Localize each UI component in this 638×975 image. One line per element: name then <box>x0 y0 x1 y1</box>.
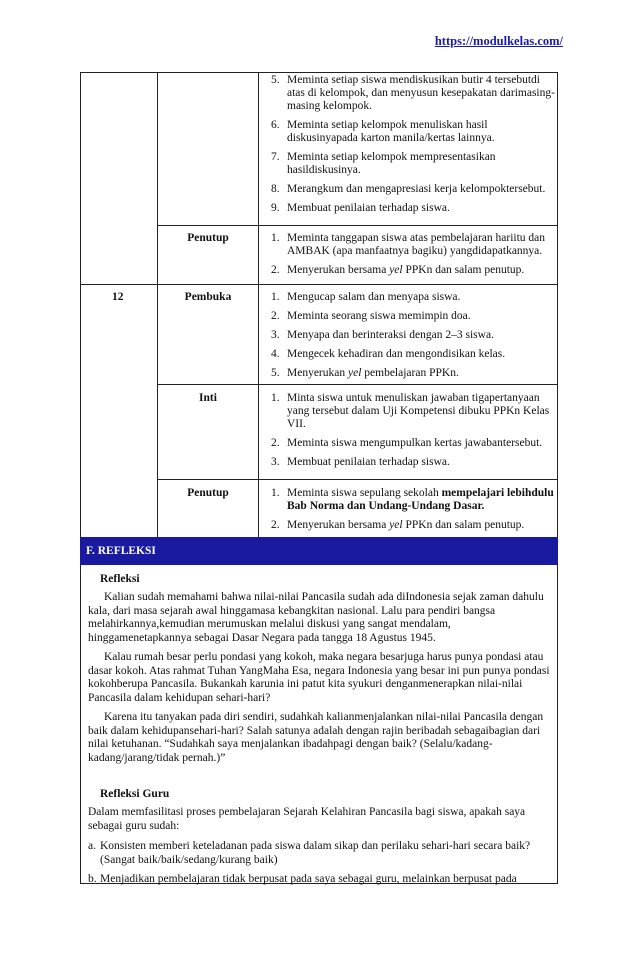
step-item: 6. Meminta setiap kelompok menuliskan hasil diskusinyapada karton manila/kertas lainnya. <box>271 119 495 144</box>
phase-label: Penutup <box>187 232 229 244</box>
activity-steps <box>271 291 555 386</box>
list-item: a. Konsisten memberi keteladanan pada siswa dalam sikap dan perilaku sehari-hari secara baik? (Sangat baik/baik/sedang/kurang baik) <box>88 840 531 866</box>
paragraph: Kalau rumah besar perlu pondasi yang kokoh, maka negara besarjuga harus punya pondasi atau dasar kokoh. Atas rahmat Tuhan YangMaha Esa, negara Indonesia yang besar ini pun punya pondasi kokohberupa Pancasila. Bukankah karunia ini patut kita syukuri denganmenerapkan nilai-nilai Pancasila dalam kehidupan sehari-hari? <box>88 651 550 704</box>
activity-steps <box>271 487 555 538</box>
step-item: 1. Meminta tanggapan siswa atas pembelajaran hariitu dan AMBAK (apa manfaatnya bagiku) yangdidapatkannya. <box>271 232 546 257</box>
refleksi-guru-heading: Refleksi Guru <box>100 788 170 800</box>
column-divider <box>157 72 158 537</box>
phase-label: Pembuka <box>184 291 232 303</box>
step-item: 4. Mengecek kehadiran dan mengondisikan kelas. <box>271 348 506 360</box>
step-item: 7. Meminta setiap kelompok mempresentasikan hasildiskusinya. <box>271 151 496 176</box>
step-item: 2. Meminta siswa mengumpulkan kertas jawabantersebut. <box>271 437 543 449</box>
step-item: 5. Menyerukan yel pembelajaran PPKn. <box>271 367 459 379</box>
activity-steps <box>271 232 555 283</box>
list-item: b. Menjadikan pembelajaran tidak berpusat pada saya sebagai guru, melainkan berpusat pada <box>88 873 517 885</box>
refleksi-heading: Refleksi <box>100 573 140 585</box>
phase-label: Penutup <box>187 487 229 499</box>
column-divider <box>258 72 259 537</box>
activity-steps <box>271 74 555 221</box>
step-item: 2. Menyerukan bersama yel PPKn dan salam penutup. <box>271 519 525 531</box>
paragraph: Karena itu tanyakan pada diri sendiri, sudahkah kalianmenjalankan nilai-nilai Pancasila dengan baik dalam kehidupansehari-hari? Salah satunya adalah dengan rajin beribadah sebagaibagian dari nilai ketuhanan. “Sudahkah saya menjalankan ibadahpagi dengan baik? (Selalu/kadang-kadang/jarang/tidak pernah.)” <box>88 711 544 764</box>
step-item: 9. Membuat penilaian terhadap siswa. <box>271 202 450 214</box>
step-item: 3. Membuat penilaian terhadap siswa. <box>271 456 450 468</box>
step-item: 8. Merangkum dan mengapresiasi kerja kelompoktersebut. <box>271 183 546 195</box>
paragraph: Kalian sudah memahami bahwa nilai-nilai Pancasila sudah ada diIndonesia sejak zaman dahulu kala, dari masa sejarah awal hinggamasa kebangkitan nasional. Lalu para pendiri bangsa melahirkannya,kemudian merumuskan melalui diskusi yang sangat mendalam, hinggamenetapkannya sebagai Dasar Negara pada tangga 18 Agustus 1945. <box>88 591 544 644</box>
step-item: 2. Menyerukan bersama yel PPKn dan salam penutup. <box>271 264 525 276</box>
row-divider <box>157 479 558 480</box>
section-header <box>80 537 558 565</box>
refleksi-body <box>88 591 550 771</box>
step-item: 1. Meminta siswa sepulang sekolah mempelajari lebihdulu Bab Norma dan Undang-Undang Dasar. <box>271 487 554 512</box>
step-item: 1. Minta siswa untuk menuliskan jawaban tigapertanyaan yang tersebut dalam Uji Kompetensi dibuku PPKn Kelas VII. <box>271 392 550 430</box>
phase-label: Inti <box>199 392 217 404</box>
header-url[interactable]: https://modulkelas.com/ <box>434 34 563 48</box>
row-divider <box>80 284 558 285</box>
row-divider <box>157 225 558 226</box>
step-item: 2. Meminta seorang siswa memimpin doa. <box>271 310 471 322</box>
section-title: F. REFLEKSI <box>86 545 156 557</box>
step-item: 5. Meminta setiap siswa mendiskusikan butir 4 tersebutdi atas di kelompok, dan menyusun kesepakatan darimasing-masing kelompok. <box>271 74 555 112</box>
step-item: 1. Mengucap salam dan menyapa siswa. <box>271 291 461 303</box>
step-item: 3. Menyapa dan berinteraksi dengan 2–3 siswa. <box>271 329 494 341</box>
activity-steps <box>271 392 555 475</box>
guru-intro: Dalam memfasilitasi proses pembelajaran Sejarah Kelahiran Pancasila bagi siswa, apakah saya sebagai guru sudah: <box>88 806 526 832</box>
meeting-number: 12 <box>112 291 124 303</box>
